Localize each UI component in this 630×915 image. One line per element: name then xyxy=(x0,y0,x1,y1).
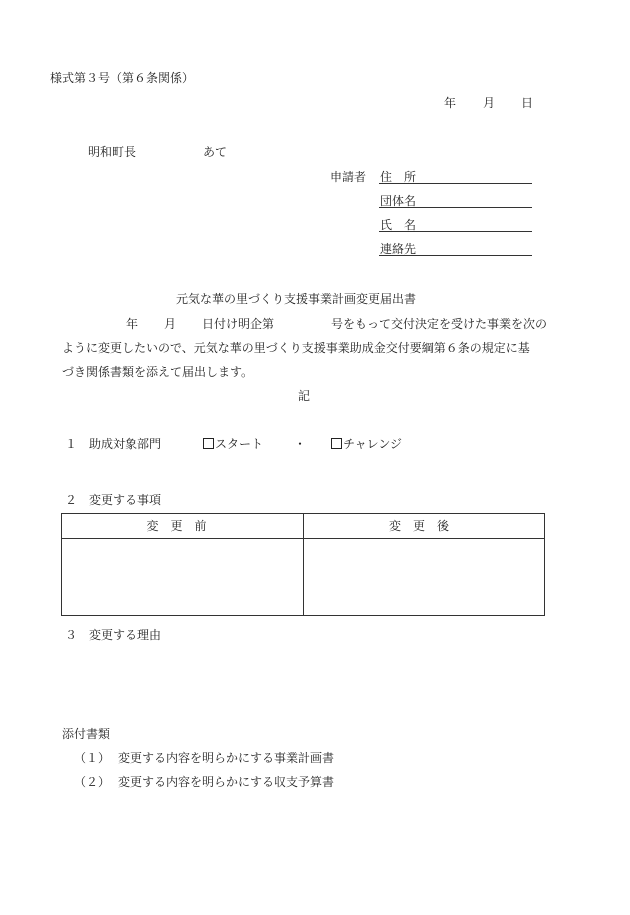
challenge-checkbox[interactable] xyxy=(331,438,342,449)
addressee-name: 明和町長 xyxy=(88,145,137,159)
document-title: 元気な華の里づくり支援事業計画変更届出書 xyxy=(176,292,417,306)
section1-label: １ 助成対象部門 xyxy=(65,437,162,451)
attachment-item-2-text: 変更する内容を明らかにする収支予算書 xyxy=(118,775,335,789)
after-cell[interactable] xyxy=(304,539,544,615)
address-field-line xyxy=(379,183,532,184)
group-name-field-line xyxy=(379,207,532,208)
body-year-label: 年 xyxy=(126,317,139,331)
group-name-label: 団体名 xyxy=(380,194,417,208)
name-label: 氏 名 xyxy=(380,218,417,232)
body-line1-rest: 号をもって交付決定を受けた事業を次の xyxy=(331,317,548,331)
date-month-label: 月 xyxy=(483,96,496,110)
header-after: 変更後 xyxy=(388,519,461,533)
contact-label: 連絡先 xyxy=(380,242,417,256)
name-field-line xyxy=(379,231,532,232)
contact-field-line xyxy=(379,255,532,256)
date-day-label: 日 xyxy=(521,96,534,110)
attachment-item-1 xyxy=(74,752,334,764)
attachment-item-1-number: （１） xyxy=(74,751,111,765)
date-year-label: 年 xyxy=(444,96,457,110)
attachment-item-2 xyxy=(74,776,334,788)
start-checkbox[interactable] xyxy=(203,438,214,449)
ki-heading: 記 xyxy=(298,389,311,403)
body-line3: づき関係書類を添えて届出します。 xyxy=(62,365,254,379)
form-number: 様式第３号（第６条関係） xyxy=(50,71,195,85)
change-table xyxy=(61,513,545,616)
before-cell[interactable] xyxy=(62,539,303,615)
attachments-label: 添付書類 xyxy=(62,727,111,741)
address-label: 住 所 xyxy=(380,170,417,184)
section3-label: ３ 変更する理由 xyxy=(65,628,162,642)
addressee-suffix: あて xyxy=(203,145,228,159)
body-line2: ように変更したいので、元気な華の里づくり支援事業助成金交付要綱第６条の規定に基 xyxy=(62,341,530,355)
attachment-item-1-text: 変更する内容を明らかにする事業計画書 xyxy=(118,751,335,765)
option-start[interactable] xyxy=(203,438,263,450)
applicant-label: 申請者 xyxy=(330,170,367,184)
section2-label: ２ 変更する事項 xyxy=(65,493,162,507)
header-before: 変更前 xyxy=(146,519,219,533)
option-start-label: スタート xyxy=(215,437,264,451)
body-month-label: 月 xyxy=(164,317,177,331)
option-challenge[interactable] xyxy=(331,438,402,450)
attachment-item-2-number: （２） xyxy=(74,775,111,789)
option-separator: ・ xyxy=(294,437,307,451)
body-reference-label: 日付け明企第 xyxy=(202,317,275,331)
option-challenge-label: チャレンジ xyxy=(343,437,403,451)
